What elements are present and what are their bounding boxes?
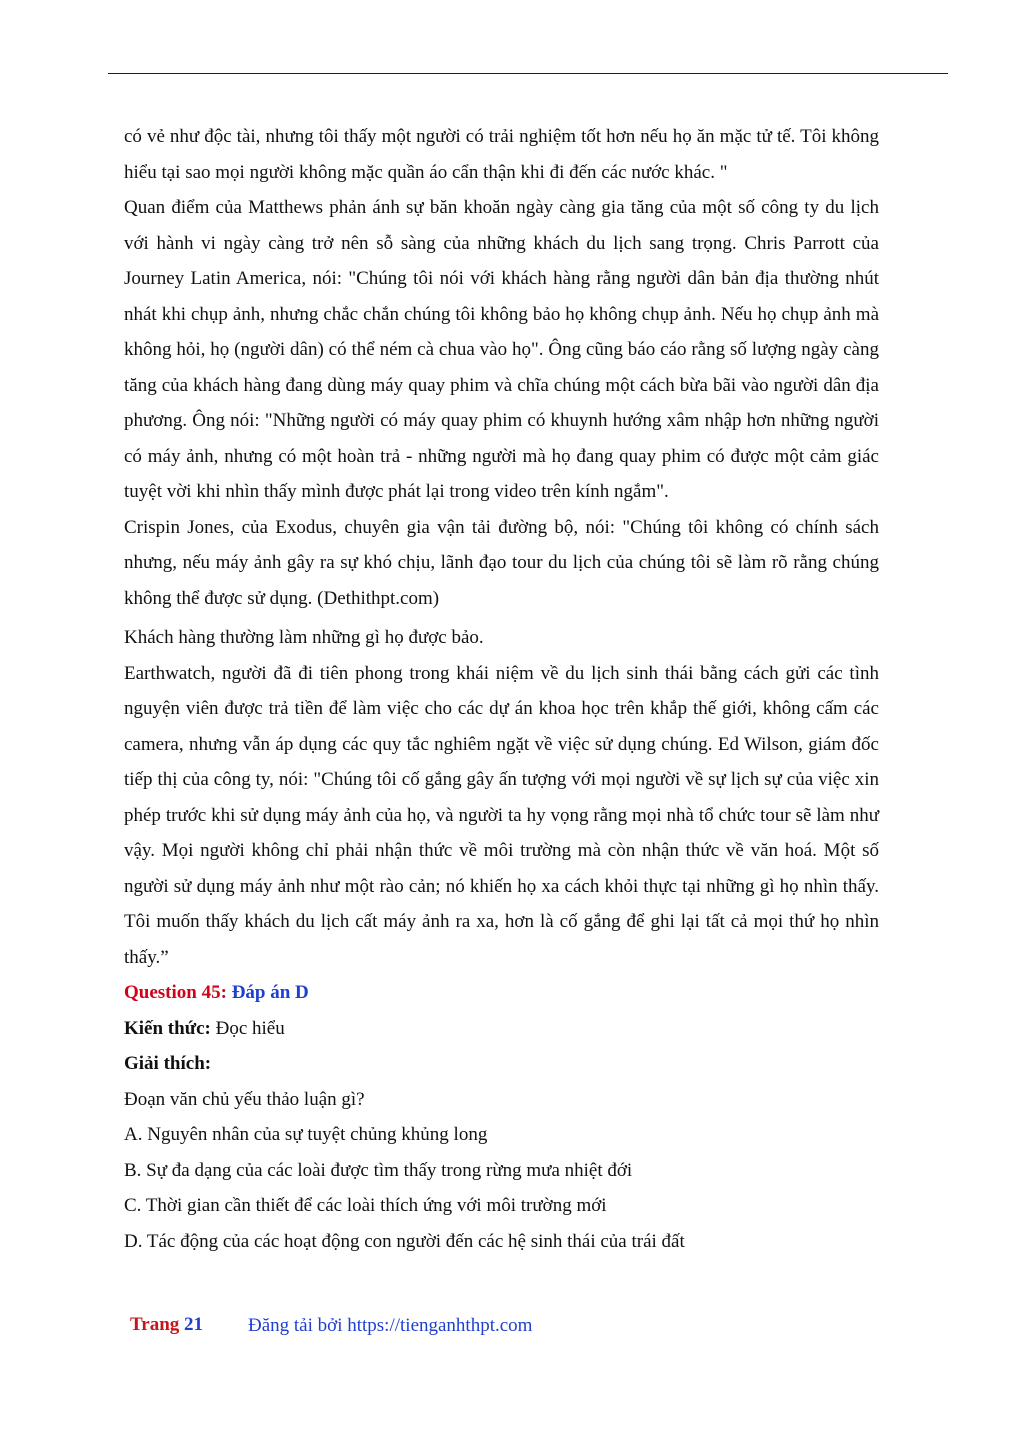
question-answer: Đáp án D	[231, 982, 309, 1003]
paragraph-3: Crispin Jones, của Exodus, chuyên gia vận tải đường bộ, nói: "Chúng tôi không có chính sách nhưng, nếu máy ảnh gây ra sự khó chịu, lãnh đạo tour du lịch của chúng tôi sẽ làm rõ rằng chúng không thể được sử dụng. (Dethithpt.com)	[124, 516, 879, 609]
explanation-label: Giải thích:	[124, 1053, 212, 1074]
option-d: D. Tác động của các hoạt động con người đến các hệ sinh thái của trái đất	[124, 1230, 685, 1252]
knowledge-label: Kiến thức:	[124, 1017, 211, 1039]
question-heading	[124, 975, 879, 1011]
option-b: B. Sự đa dạng của các loài được tìm thấy trong rừng mưa nhiệt đới	[124, 1159, 633, 1181]
knowledge-value: Đọc hiểu	[210, 1017, 285, 1039]
paragraph-1: có vẻ như độc tài, nhưng tôi thấy một người có trải nghiệm tốt hơn nếu họ ăn mặc tử tế. Tôi không hiểu tại sao mọi người không mặc quần áo cẩn thận khi đi đến các nước khác. "	[124, 126, 879, 183]
header-rule	[108, 73, 948, 74]
page-content	[124, 119, 879, 1259]
page-label: Trang	[130, 1314, 185, 1335]
option-c: C. Thời gian cần thiết để các loài thích ứng với môi trường mới	[124, 1195, 607, 1216]
page-number: 21	[184, 1314, 204, 1335]
knowledge-line	[124, 1011, 879, 1047]
page-footer	[130, 1314, 533, 1336]
upload-link[interactable]: Đăng tải bởi https://tienganhthpt.com	[248, 1315, 533, 1336]
question-label: Question 45:	[124, 982, 232, 1003]
question-prompt: Đoạn văn chủ yếu thảo luận gì?	[124, 1088, 365, 1110]
paragraph-4: Khách hàng thường làm những gì họ được bảo.	[124, 627, 484, 648]
paragraph-5: Earthwatch, người đã đi tiên phong trong khái niệm về du lịch sinh thái bằng cách gửi các tình nguyện viên được trả tiền để làm việc cho các dự án khoa học trên khắp thế giới, không cấm các camera, nhưng vẫn áp dụng các quy tắc nghiêm ngặt về việc sử dụng chúng. Ed Wilson, giám đốc tiếp thị của công ty, nói: "Chúng tôi cố gắng gây ấn tượng với mọi người về sự lịch sự của việc xin phép trước khi sử dụng máy ảnh của họ, và người ta hy vọng rằng mọi nhà tổ chức tour sẽ làm như vậy. Mọi người không chỉ phải nhận thức về môi trường mà còn nhận thức về văn hoá. Một số người sử dụng máy ảnh như một rào cản; nó khiến họ xa cách khỏi thực tại những gì họ nhìn thấy. Tôi muốn thấy khách du lịch cất máy ảnh ra xa, hơn là cố gắng để ghi lại tất cả mọi thứ họ nhìn thấy.”	[124, 662, 879, 968]
paragraph-2: Quan điểm của Matthews phản ánh sự băn khoăn ngày càng gia tăng của một số công ty du lịch với hành vi ngày càng trở nên sỗ sàng của những khách du lịch sang trọng. Chris Parrott của Journey Latin America, nói: "Chúng tôi nói với khách hàng rằng người dân bản địa thường nhút nhát khi chụp ảnh, nhưng chắc chắn chúng tôi không bảo họ không chụp ảnh. Nếu họ chụp ảnh mà không hỏi, họ (người dân) có thể ném cà chua vào họ". Ông cũng báo cáo rằng số lượng ngày càng tăng của khách hàng đang dùng máy quay phim và chĩa chúng một cách bừa bãi vào người dân địa phương. Ông nói: "Những người có máy quay phim có khuynh hướng xâm nhập hơn những người có máy ảnh, nhưng có một hoàn trả - những người mà họ đang quay phim có được một cảm giác tuyệt vời khi nhìn thấy mình được phát lại trong video trên kính ngắm".	[124, 197, 879, 502]
option-a: A. Nguyên nhân của sự tuyệt chủng khủng long	[124, 1124, 488, 1145]
